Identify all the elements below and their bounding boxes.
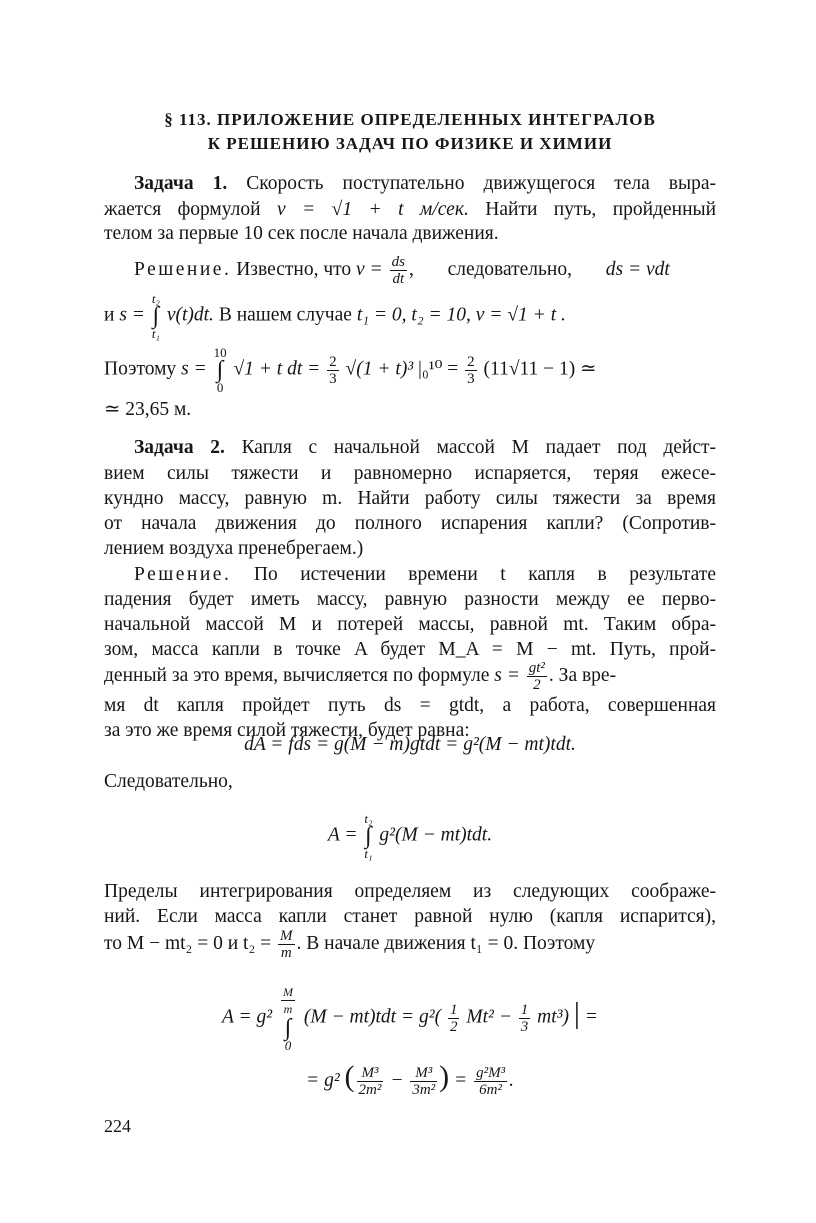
solution1-result: ≃ 23,65 м. <box>104 399 192 420</box>
task2-line1: Задача 2. Капля с начальной массой M падает под дейст- <box>134 437 717 458</box>
solution1-line1: Решение. Известно, что v = $\frac{ds}{dt}$ , следовательно, ds = vdt <box>134 254 670 287</box>
consequently-text: Следовательно, <box>104 771 233 792</box>
formula-A-evaluated: A = g² $\frac{M}{m}$ ∫ 0 (M − mt)tdt = g²( $\frac{1}{2}$ Mt² − $\frac{1}{3}$ mt³) | = <box>222 985 598 1053</box>
section-title-line-1: § 113. ПРИЛОЖЕНИЕ ОПРЕДЕЛЕННЫХ ИНТЕГРАЛОВ <box>164 110 656 129</box>
solution1-line3: Поэтому s = 10 ∫ 0 √1 + t dt = $\frac{2}{3}$ √(1 + t)³ |₀¹⁰ = $\frac{2}{3}$ (11√11 − 1) ≃ <box>104 345 597 395</box>
limits-line1: Пределы интегрирования определяем из следующих соображе- <box>104 881 716 902</box>
task2-line4: от начала движения до полного испарения капли? (Сопротив- <box>104 513 716 534</box>
task2-label: Задача 2. <box>134 437 225 458</box>
solution1-label: Решение. <box>134 258 232 280</box>
section-title-line-2: К РЕШЕНИЮ ЗАДАЧ ПО ФИЗИКЕ И ХИМИИ <box>207 134 613 153</box>
task1-label: Задача 1. <box>134 173 228 194</box>
formula-A-integral: A = t₂ ∫ t₁ g²(M − mt)tdt. <box>327 811 493 861</box>
solution2-line1: Решение. По истечении времени t капля в результате <box>134 564 717 585</box>
ds-dt-fraction: $\frac{ds}{dt}$ <box>391 254 405 287</box>
task1-line1: Задача 1. Скорость поступательно движущегося тела выра- <box>134 173 717 194</box>
velocity-formula: v = √1 + t <box>277 199 404 220</box>
solution2-label: Решение. <box>134 564 232 585</box>
solution2-line7: за это же время силой тяжести, будет равна: <box>104 720 470 741</box>
solution1-line2: и s = t₂ ∫ t₁ v(t)dt. В нашем случае t₁ = 0, t₂ = 10, v = √1 + t . <box>104 291 566 341</box>
solution2-line3: начальной массой M и потерей массы, равной mt. Таким обра- <box>104 614 716 635</box>
limits-line2: ний. Если масса капли станет равной нулю (капля испарится), <box>104 906 716 927</box>
solution2-line4: зом, масса капли в точке A будет M_A = M − mt. Путь, прой- <box>104 639 716 660</box>
page-number: 224 <box>104 1116 131 1136</box>
solution2-line2: падения будет иметь массу, равную разности между ее перво- <box>104 589 716 610</box>
task2-line2: вием силы тяжести и равномерно испаряется, теряя ежесе- <box>104 463 716 484</box>
velocity-unit: м/сек. <box>419 199 469 220</box>
integral-sign: t₂ ∫ t₁ <box>151 291 160 341</box>
limits-line3: то M − mt₂ = 0 и t₂ = $\frac{M}{m}$ . В начале движения t₁ = 0. Поэтому <box>104 928 596 961</box>
task2-line3: кундно массу, равную m. Найти работу силы тяжести за время <box>104 488 716 509</box>
solution2-line6: мя dt капля пройдет путь ds = gtdt, а работа, совершенная <box>104 695 716 716</box>
task1-line3: телом за первые 10 сек после начала движения. <box>104 223 499 244</box>
task2-line5: лением воздуха пренебрегаем.) <box>104 538 364 559</box>
task1-line2: жается формулой v = √1 + t м/сек. Найти путь, пройденный <box>104 199 717 220</box>
formula-final: = g² ( $\frac{\text{M³}}{\text{2m²}}$ − $\frac{\text{M³}}{\text{3m²}}$ ) = $\frac{\text{g²M³}}{\text{6m²}}$ . <box>306 1060 514 1099</box>
formula-dA: dA = fds = g(M − m)gtdt = g²(M − mt)tdt. <box>244 734 576 755</box>
solution2-line5: денный за это время, вычисляется по формуле s = $\frac{\text{gt²}}{2}$ . За вре- <box>104 660 617 693</box>
integral-sign-0-10: 10 ∫ 0 <box>213 345 227 395</box>
